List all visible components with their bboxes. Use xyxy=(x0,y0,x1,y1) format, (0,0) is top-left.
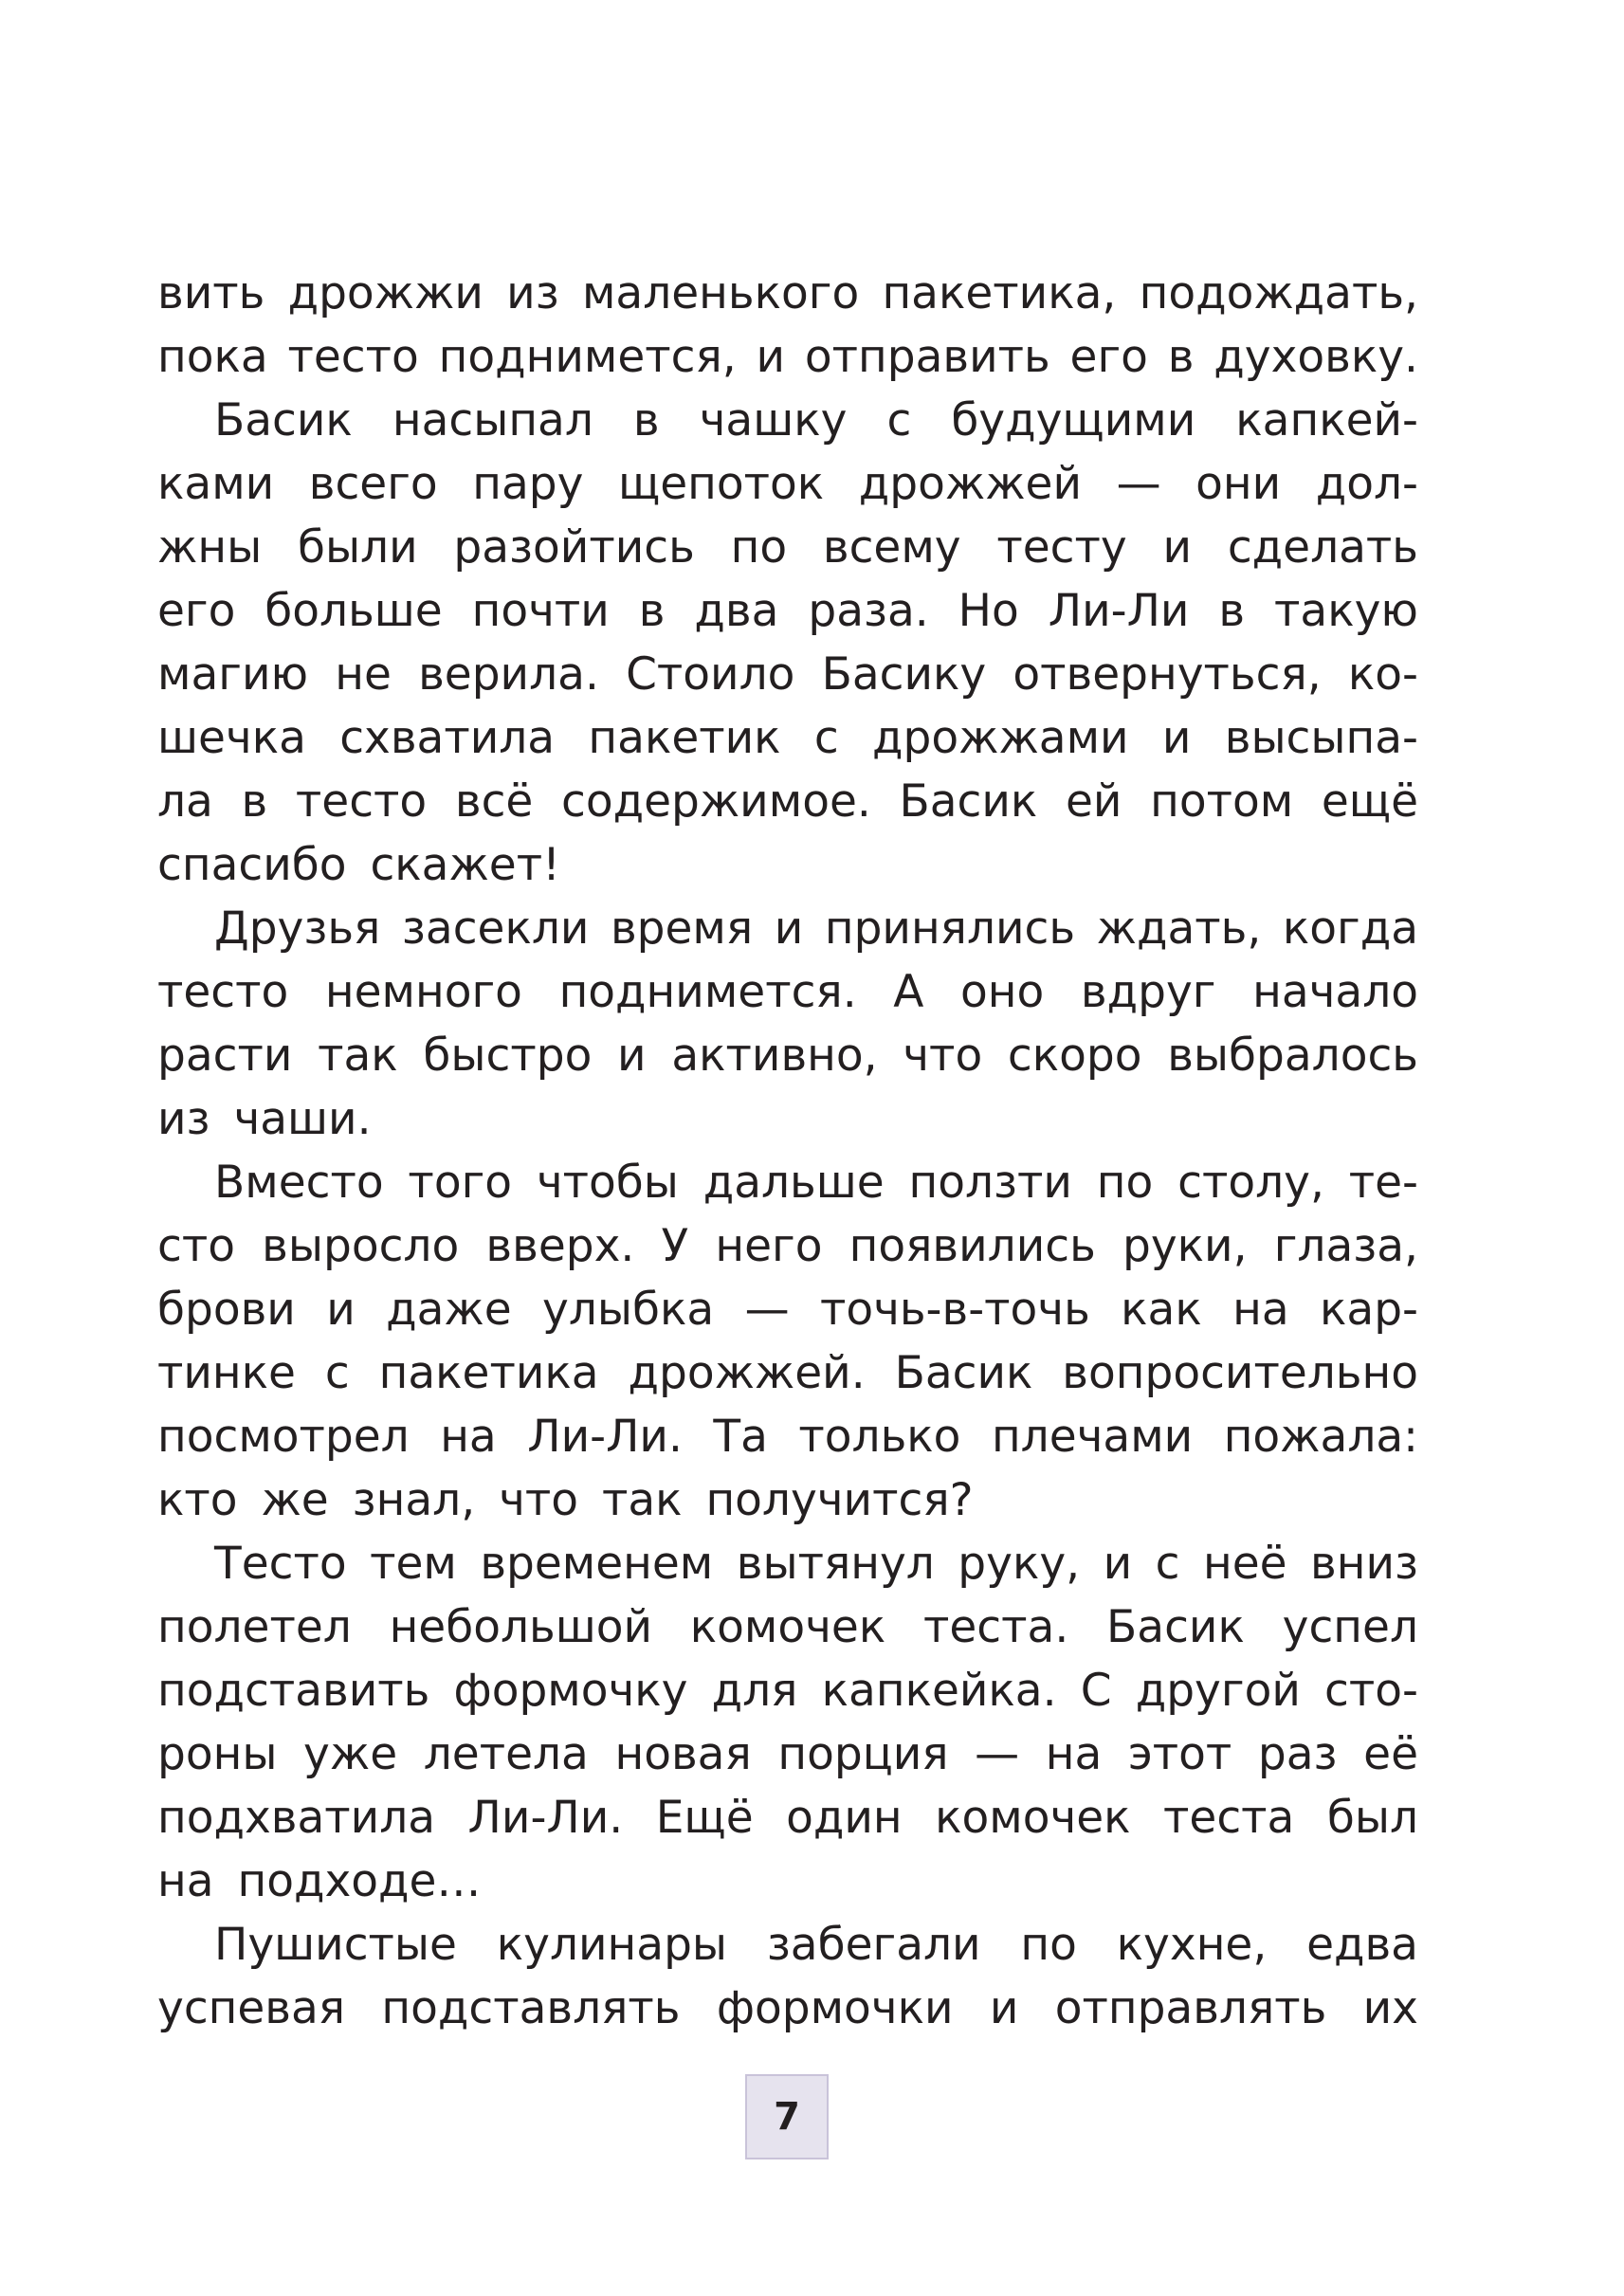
text-line: его больше почти в два раза. Но Ли-Ли в такую xyxy=(157,585,1418,637)
text-line: пока тесто поднимется, и отправить его в духовку. xyxy=(157,331,1418,383)
text-line: из чаши. xyxy=(157,1093,372,1145)
text-line: на подходе… xyxy=(157,1855,482,1907)
text-line: подставить формочку для капкейка. С другой сто- xyxy=(157,1665,1418,1717)
text-line: Друзья засекли время и принялись ждать, когда xyxy=(214,902,1418,955)
text-line: подхватила Ли-Ли. Ещё один комочек теста был xyxy=(157,1792,1418,1844)
text-line: Басик насыпал в чашку с будущими капкей- xyxy=(214,394,1418,446)
text-line: полетел небольшой комочек теста. Басик успел xyxy=(157,1601,1418,1653)
text-line: Пушистые кулинары забегали по кухне, едва xyxy=(214,1919,1418,1971)
page-number-label: 7 xyxy=(774,2095,800,2139)
text-line: жны были разойтись по всему тесту и сделать xyxy=(157,521,1418,574)
text-line: роны уже летела новая порция — на этот раз её xyxy=(157,1728,1418,1780)
text-line: тинке с пакетика дрожжей. Басик вопросительно xyxy=(157,1347,1418,1399)
text-line: сто выросло вверх. У него появились руки, глаза, xyxy=(157,1220,1418,1272)
text-line: спасибо скажет! xyxy=(157,839,560,891)
text-line: кто же знал, что так получится? xyxy=(157,1474,974,1526)
text-line: брови и даже улыбка — точь-в-точь как на кар- xyxy=(157,1284,1418,1336)
text-line: ла в тесто всё содержимое. Басик ей потом ещё xyxy=(157,775,1418,828)
text-line: Тесто тем временем вытянул руку, и с неё вниз xyxy=(214,1538,1418,1590)
text-line: успевая подставлять формочки и отправлять их xyxy=(157,1982,1418,2034)
body-text xyxy=(157,262,1418,2040)
text-line: вить дрожжи из маленького пакетика, подождать, xyxy=(157,267,1418,319)
text-line: ками всего пару щепоток дрожжей — они дол- xyxy=(157,458,1418,510)
text-line: Вместо того чтобы дальше ползти по столу, те- xyxy=(214,1157,1418,1209)
page-number xyxy=(745,2074,829,2159)
text-line: расти так быстро и активно, что скоро выбралось xyxy=(157,1030,1418,1082)
text-line: магию не верила. Стоило Басику отвернуться, ко- xyxy=(157,648,1418,701)
text-line: посмотрел на Ли-Ли. Та только плечами пожала: xyxy=(157,1411,1418,1463)
text-line: шечка схватила пакетик с дрожжами и высыпа- xyxy=(157,712,1418,764)
text-line: тесто немного поднимется. А оно вдруг начало xyxy=(157,966,1418,1018)
